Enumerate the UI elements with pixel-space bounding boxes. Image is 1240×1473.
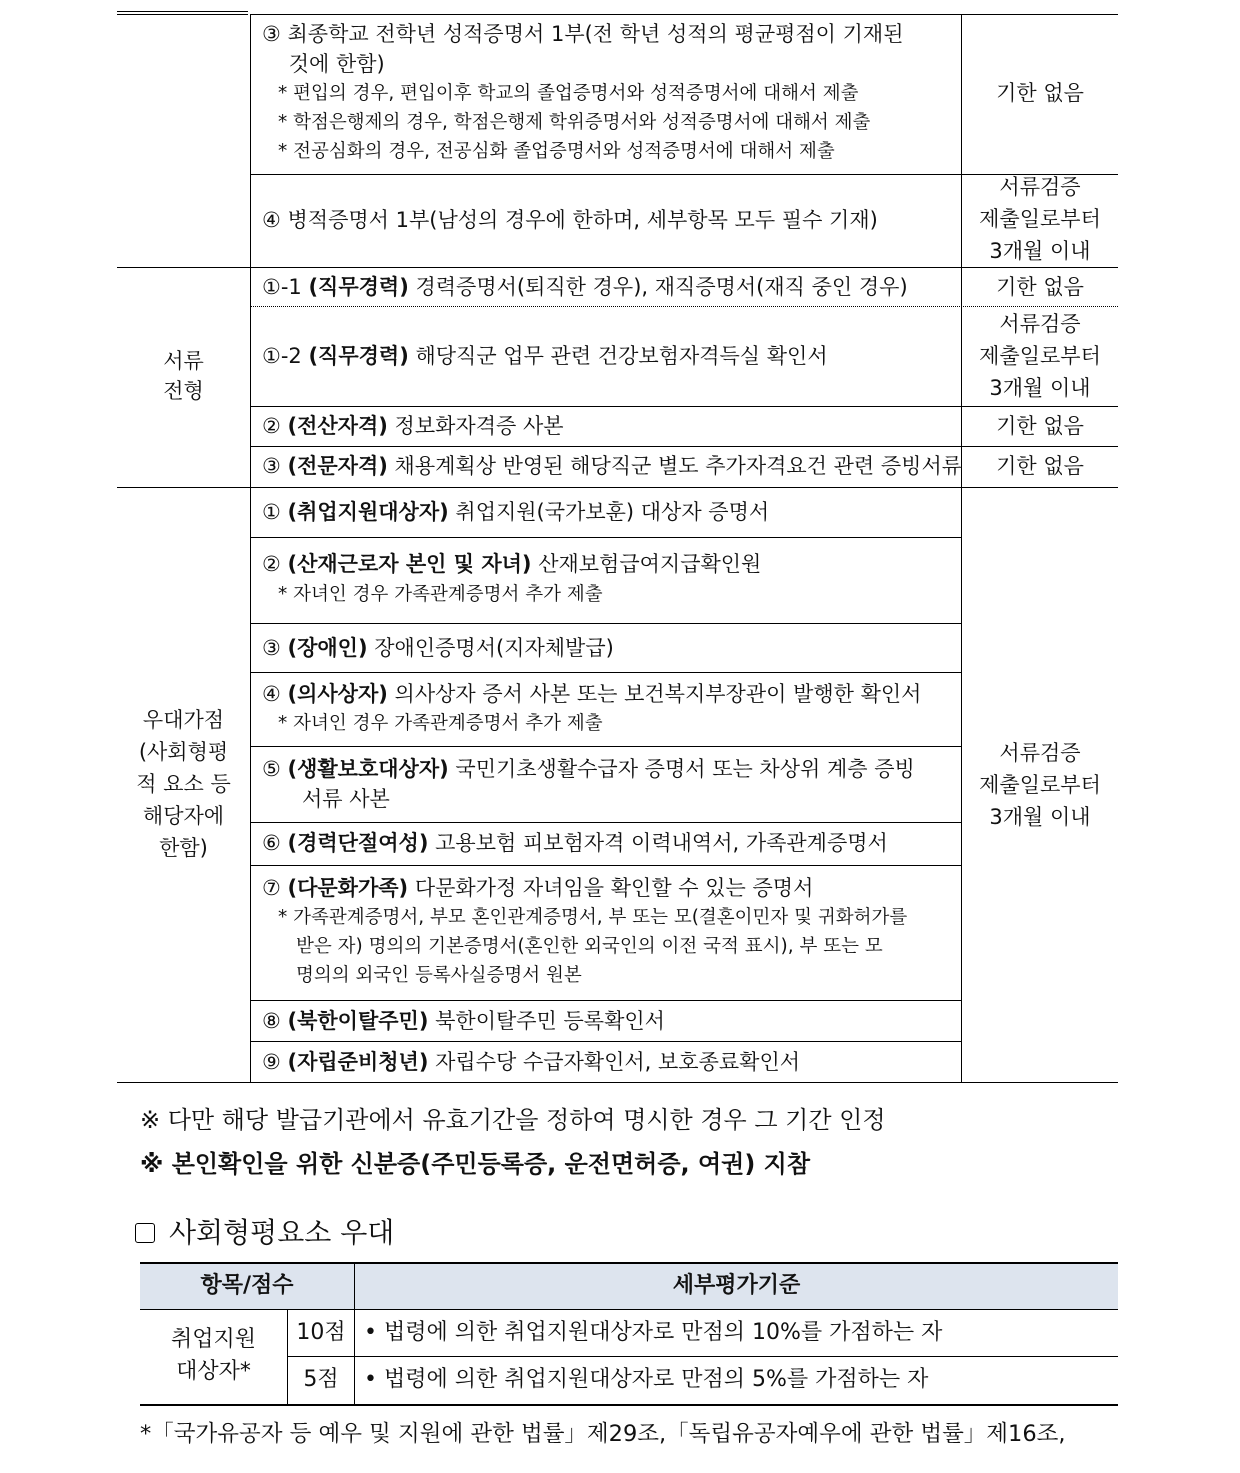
deadline-cell: 제출일로부터 bbox=[979, 773, 1101, 797]
deadline-cell: 서류검증 bbox=[999, 741, 1081, 765]
deadline-cell: 기한 없음 bbox=[996, 414, 1084, 438]
section-label: 적 요소 등 bbox=[136, 772, 231, 796]
pref-row: ② (산재근로자 본인 및 자녀) 산재보험급여지급확인원 bbox=[262, 552, 762, 576]
deadline-cell: 3개월 이내 bbox=[989, 376, 1091, 400]
pref-row: ⑥ (경력단절여성) 고용보험 피보험자격 이력내역서, 가족관계증명서 bbox=[262, 831, 888, 855]
doc-row-note: * 편입의 경우, 편입이후 학교의 졸업증명서와 성적증명서에 대해서 제출 bbox=[278, 83, 859, 104]
deadline-cell: 기한 없음 bbox=[996, 275, 1084, 299]
checkbox-icon bbox=[135, 1223, 155, 1243]
score-criteria: • 법령에 의한 취업지원대상자로 만점의 10%를 가점하는 자 bbox=[364, 1320, 943, 1345]
section-label: (사회형평 bbox=[138, 740, 229, 764]
deadline-cell: 기한 없음 bbox=[996, 454, 1084, 478]
score-table-header-cell: 세부평가기준 bbox=[672, 1273, 801, 1298]
screening-row: ①-1 (직무경력) 경력증명서(퇴직한 경우), 재직증명서(재직 중인 경우) bbox=[262, 275, 908, 299]
pref-row: ③ (장애인) 장애인증명서(지자체발급) bbox=[262, 636, 614, 660]
screening-row: ①-2 (직무경력) 해당직군 업무 관련 건강보험자격득실 확인서 bbox=[262, 344, 828, 368]
section-label: 서류 bbox=[163, 349, 204, 373]
score-value: 10점 bbox=[296, 1320, 346, 1345]
score-value: 5점 bbox=[303, 1367, 339, 1392]
section-label: 해당자에 bbox=[142, 804, 225, 828]
score-category: 대상자* bbox=[176, 1359, 251, 1384]
doc-row-text: 것에 한함) bbox=[262, 52, 385, 76]
pref-row: ⑦ (다문화가족) 다문화가정 자녀임을 확인할 수 있는 증명서 bbox=[262, 876, 814, 900]
pref-row: ⑧ (북한이탈주민) 북한이탈주민 등록확인서 bbox=[262, 1009, 665, 1033]
deadline-cell: 서류검증 bbox=[999, 175, 1081, 199]
pref-row-note: 받은 자) 명의의 기본증명서(혼인한 외국인의 이전 국적 표시), 부 또는 모 bbox=[296, 936, 883, 957]
doc-row-text: ④ 병적증명서 1부(남성의 경우에 한하며, 세부항목 모두 필수 기재) bbox=[262, 208, 878, 232]
pref-row: ① (취업지원대상자) 취업지원(국가보훈) 대상자 증명서 bbox=[262, 500, 770, 524]
section-label: 전형 bbox=[163, 379, 204, 403]
footnote: *「국가유공자 등 예우 및 지원에 관한 법률」제29조,「독립유공자예우에 관한 법률」제16조, bbox=[140, 1421, 1066, 1447]
pref-row-continued: 서류 사본 bbox=[302, 787, 390, 811]
section-label: 우대가점 bbox=[142, 708, 225, 732]
pref-row-note: * 가족관계증명서, 부모 혼인관계증명서, 부 또는 모(결혼이민자 및 귀화허가를 bbox=[278, 907, 908, 928]
pref-row-note: * 자녀인 경우 가족관계증명서 추가 제출 bbox=[278, 713, 603, 734]
doc-row-note: * 전공심화의 경우, 전공심화 졸업증명서와 성적증명서에 대해서 제출 bbox=[278, 141, 835, 162]
pref-row: ⑨ (자립준비청년) 자립수당 수급자확인서, 보호종료확인서 bbox=[262, 1050, 801, 1074]
doc-row-text: ③ 최종학교 전학년 성적증명서 1부(전 학년 성적의 평균평점이 기재된 bbox=[262, 22, 904, 46]
id-note: ※ 본인확인을 위한 신분증(주민등록증, 운전면허증, 여권) 지참 bbox=[140, 1150, 811, 1178]
section-heading bbox=[135, 1216, 394, 1250]
deadline-cell: 기한 없음 bbox=[996, 81, 1084, 105]
score-criteria: • 법령에 의한 취업지원대상자로 만점의 5%를 가점하는 자 bbox=[364, 1367, 929, 1392]
screening-row: ③ (전문자격) 채용계획상 반영된 해당직군 별도 추가자격요건 관련 증빙서류 bbox=[262, 454, 963, 478]
deadline-cell: 제출일로부터 bbox=[979, 207, 1101, 231]
screening-row: ② (전산자격) 정보화자격증 사본 bbox=[262, 414, 564, 438]
deadline-cell: 서류검증 bbox=[999, 312, 1081, 336]
section-label: 한함) bbox=[159, 836, 208, 860]
pref-row-note: * 자녀인 경우 가족관계증명서 추가 제출 bbox=[278, 584, 603, 605]
pref-row: ④ (의사상자) 의사상자 증서 사본 또는 보건복지부장관이 발행한 확인서 bbox=[262, 682, 922, 706]
validity-note: ※ 다만 해당 발급기관에서 유효기간을 정하여 명시한 경우 그 기간 인정 bbox=[140, 1106, 886, 1134]
pref-row-note: 명의의 외국인 등록사실증명서 원본 bbox=[296, 965, 582, 986]
deadline-cell: 제출일로부터 bbox=[979, 344, 1101, 368]
score-table-header-cell: 항목/점수 bbox=[200, 1273, 294, 1298]
deadline-cell: 3개월 이내 bbox=[989, 239, 1091, 263]
score-category: 취업지원 bbox=[170, 1327, 256, 1352]
doc-row-note: * 학점은행제의 경우, 학점은행제 학위증명서와 성적증명서에 대해서 제출 bbox=[278, 112, 871, 133]
deadline-cell: 3개월 이내 bbox=[989, 805, 1091, 829]
section-heading-text: 사회형평요소 우대 bbox=[169, 1216, 395, 1249]
pref-row: ⑤ (생활보호대상자) 국민기초생활수급자 증명서 또는 차상위 계층 증빙 bbox=[262, 757, 915, 781]
